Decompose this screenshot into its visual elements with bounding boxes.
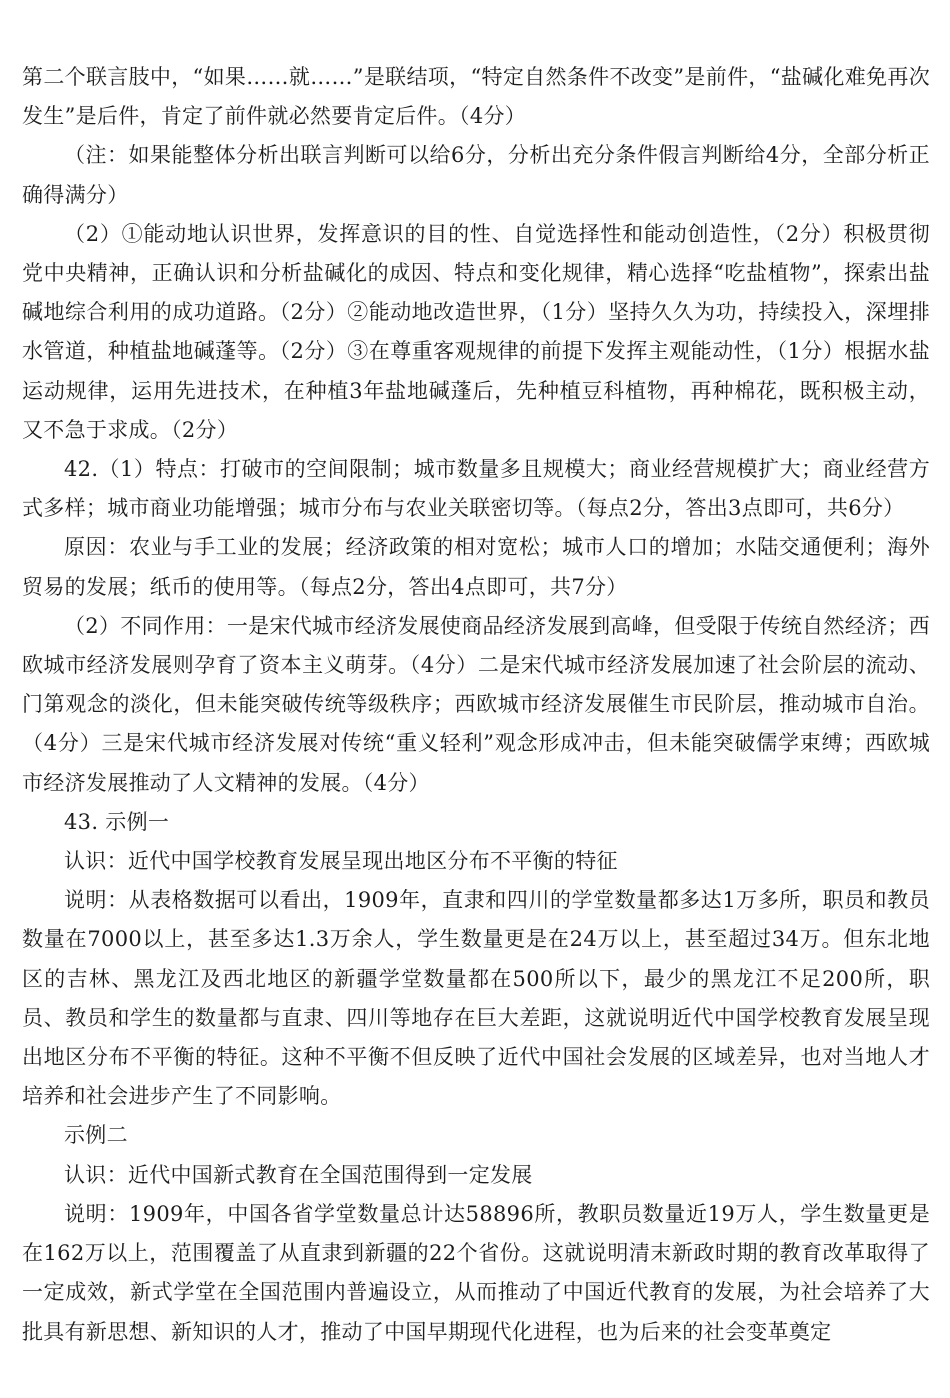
paragraph-q41-part2: （2）①能动地认识世界，发挥意识的目的性、自觉选择性和能动创造性，（2分）积极贯彻党中央精神，正确认识和分析盐碱化的成因、特点和变化规律，精心选择“吃盐植物”，探索出盐碱地综合利用的成功道路。（2分）②能动地改造世界，（1分）坚持久久为功，持续投入，深埋排水管道，种植盐地碱蓬等。（2分）③在尊重客观规律的前提下发挥主观能动性，（1分）根据水盐运动规律，运用先进技术，在种植3年盐地碱蓬后，先种植豆科植物，再种棉花，既积极主动，又不急于求成。（2分） (22, 221, 930, 442)
paragraph-scoring-note: （注：如果能整体分析出联言判断可以给6分，分析出充分条件假言判断给4分，全部分析正确得满分） (22, 143, 930, 207)
paragraph-example2-heading: 示例二 (64, 1123, 128, 1148)
paragraph-example1-explanation: 说明：从表格数据可以看出，1909年，直隶和四川的学堂数量都多达1万多所，职员和教员数量在7000以上，甚至多达1.3万余人，学生数量更是在24万以上，甚至超过34万。但东北地区的吉林、黑龙江及西北地区的新疆学堂数量都在500所以下，最少的黑龙江不足200所，职员、教员和学生的数量都与直隶、四川等地存在巨大差距，这就说明近代中国学校教育发展呈现出地区分布不平衡的特征。这种不平衡不但反映了近代中国社会发展的区域差异，也对当地人才培养和社会进步产生了不同影响。 (22, 888, 930, 1109)
paragraph-q42-reasons: 原因：农业与手工业的发展；经济政策的相对宽松；城市人口的增加；水陆交通便利；海外贸易的发展；纸币的使用等。（每点2分，答出4点即可，共7分） (22, 535, 930, 599)
paragraph-logic-conclusion: 第二个联言肢中，“如果……就……”是联结项，“特定自然条件不改变”是前件，“盐碱化难免再次发生”是后件，肯定了前件就必然要肯定后件。（4分） (22, 65, 930, 129)
paragraph-q43-example1-heading: 43. 示例一 (64, 809, 170, 834)
paragraph-example1-view: 认识：近代中国学校教育发展呈现出地区分布不平衡的特征 (64, 849, 618, 874)
paragraph-q42-part2: （2）不同作用：一是宋代城市经济发展使商品经济发展到高峰，但受限于传统自然经济；西欧城市经济发展则孕育了资本主义萌芽。（4分）二是宋代城市经济发展加速了社会阶层的流动、门第观念的淡化，但未能突破传统等级秩序；西欧城市经济发展催生市民阶层，推动城市自治。（4分）三是宋代城市经济发展对传统“重义轻利”观念形成冲击，但未能突破儒学束缚；西欧城市经济发展推动了人文精神的发展。（4分） (22, 613, 930, 795)
answer-text-block (22, 58, 930, 1344)
paragraph-example2-view: 认识：近代中国新式教育在全国范围得到一定发展 (64, 1162, 533, 1187)
paragraph-q42-features: 42.（1）特点：打破市的空间限制；城市数量多且规模大；商业经营规模扩大；商业经营方式多样；城市商业功能增强；城市分布与农业关联密切等。（每点2分，答出3点即可，共6分） (22, 457, 930, 521)
paragraph-example2-explanation: 说明：1909年，中国各省学堂数量总计达58896所，教职员数量近19万人，学生数量更是在162万以上，范围覆盖了从直隶到新疆的22个省份。这就说明清末新政时期的教育改革取得了一定成效，新式学堂在全国范围内普遍设立，从而推动了中国近代教育的发展，为社会培养了大批具有新思想、新知识的人才，推动了中国早期现代化进程，也为后来的社会变革奠定 (22, 1201, 930, 1344)
